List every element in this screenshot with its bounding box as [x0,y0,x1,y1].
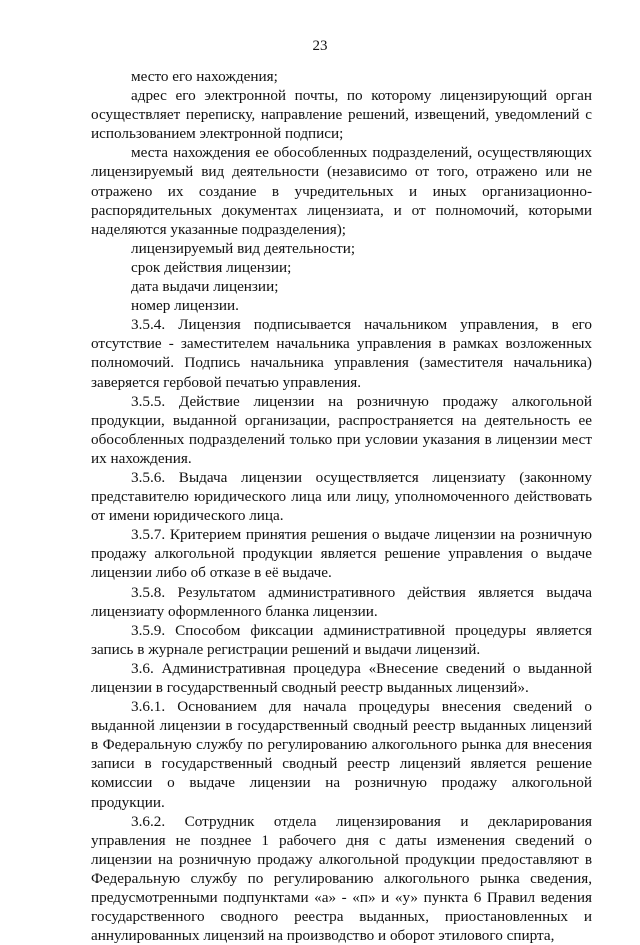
paragraph-3-6-2: 3.6.2. Сотрудник отдела лицензирования и декларирования управления не позднее 1 рабочего дня с даты изменения сведений о лицензии на розничную продажу алкогольной продукции предоставляют в Федеральную службу по регулированию алкогольного рынка сведения, предусмотренными подпунктами «а» - «п» и «у» пункта 6 Правил ведения государственного сводного реестра выданных, приостановленных и аннулированных лицензий на производство и оборот этилового спирта, [91,812,592,945]
document-body [91,67,592,945]
paragraph-3-5-9: 3.5.9. Способом фиксации административной процедуры является запись в журнале регистрации решений и выдачи лицензий. [91,621,592,658]
paragraph-license-number: номер лицензии. [131,297,239,315]
paragraph-email-address: адрес его электронной почты, по которому лицензирующий орган осуществляет переписку, направление решений, извещений, уведомлений с использованием электронной подписи; [91,87,592,143]
paragraph-3-5-8: 3.5.8. Результатом административного действия является выдача лицензиату оформленного бланка лицензии. [91,583,592,620]
paragraph-location: место его нахождения; [131,68,278,85]
paragraph-3-6-1: 3.6.1. Основанием для начала процедуры внесения сведений о выданной лицензии в государственный сводный реестр выданных лицензий в Федеральную службу по регулированию алкогольного рынка для внесения записи в государственный сводный реестр лицензий является решение комиссии о выдаче лицензии на розничную продажу алкогольной продукции. [91,698,592,811]
paragraph-license-term: срок действия лицензии; [131,258,292,276]
paragraph-3-5-6: 3.5.6. Выдача лицензии осуществляется лицензиату (законному представителю юридического лица или лицу, уполномоченного действовать от имени юридического лица. [91,468,592,525]
paragraph-licensed-activity: лицензируемый вид деятельности; [131,239,356,257]
paragraph-3-5-7: 3.5.7. Критерием принятия решения о выдаче лицензии на розничную продажу алкогольной продукции является решение управления о выдаче лицензии либо об отказе в её выдаче. [91,526,592,582]
paragraph-issue-date: дата выдачи лицензии; [131,278,279,296]
paragraph-3-5-5: 3.5.5. Действие лицензии на розничную продажу алкогольной продукции, выданной организации, распространяется на деятельность ее обособленных подразделений только при условии указания в лицензии мест их нахождения. [91,392,592,467]
paragraph-3-6: 3.6. Административная процедура «Внесение сведений о выданной лицензии в государственный сводный реестр выданных лицензий». [91,659,592,696]
paragraph-subdivision-locations: места нахождения ее обособленных подразделений, осуществляющих лицензируемый вид деятельности (независимо от того, отражено или не отражено их создание в учредительных и иных организационно-распорядительных документах лицензиата, и от полномочий, которыми наделяются указанные подразделения); [91,144,592,238]
paragraph-3-5-4: 3.5.4. Лицензия подписывается начальником управления, в его отсутствие - заместителем начальника управления в рамках возложенных полномочий. Подпись начальника управления (заместителя начальника) заверяется гербовой печатью управления. [91,316,592,391]
page-number: 23 [312,38,328,54]
